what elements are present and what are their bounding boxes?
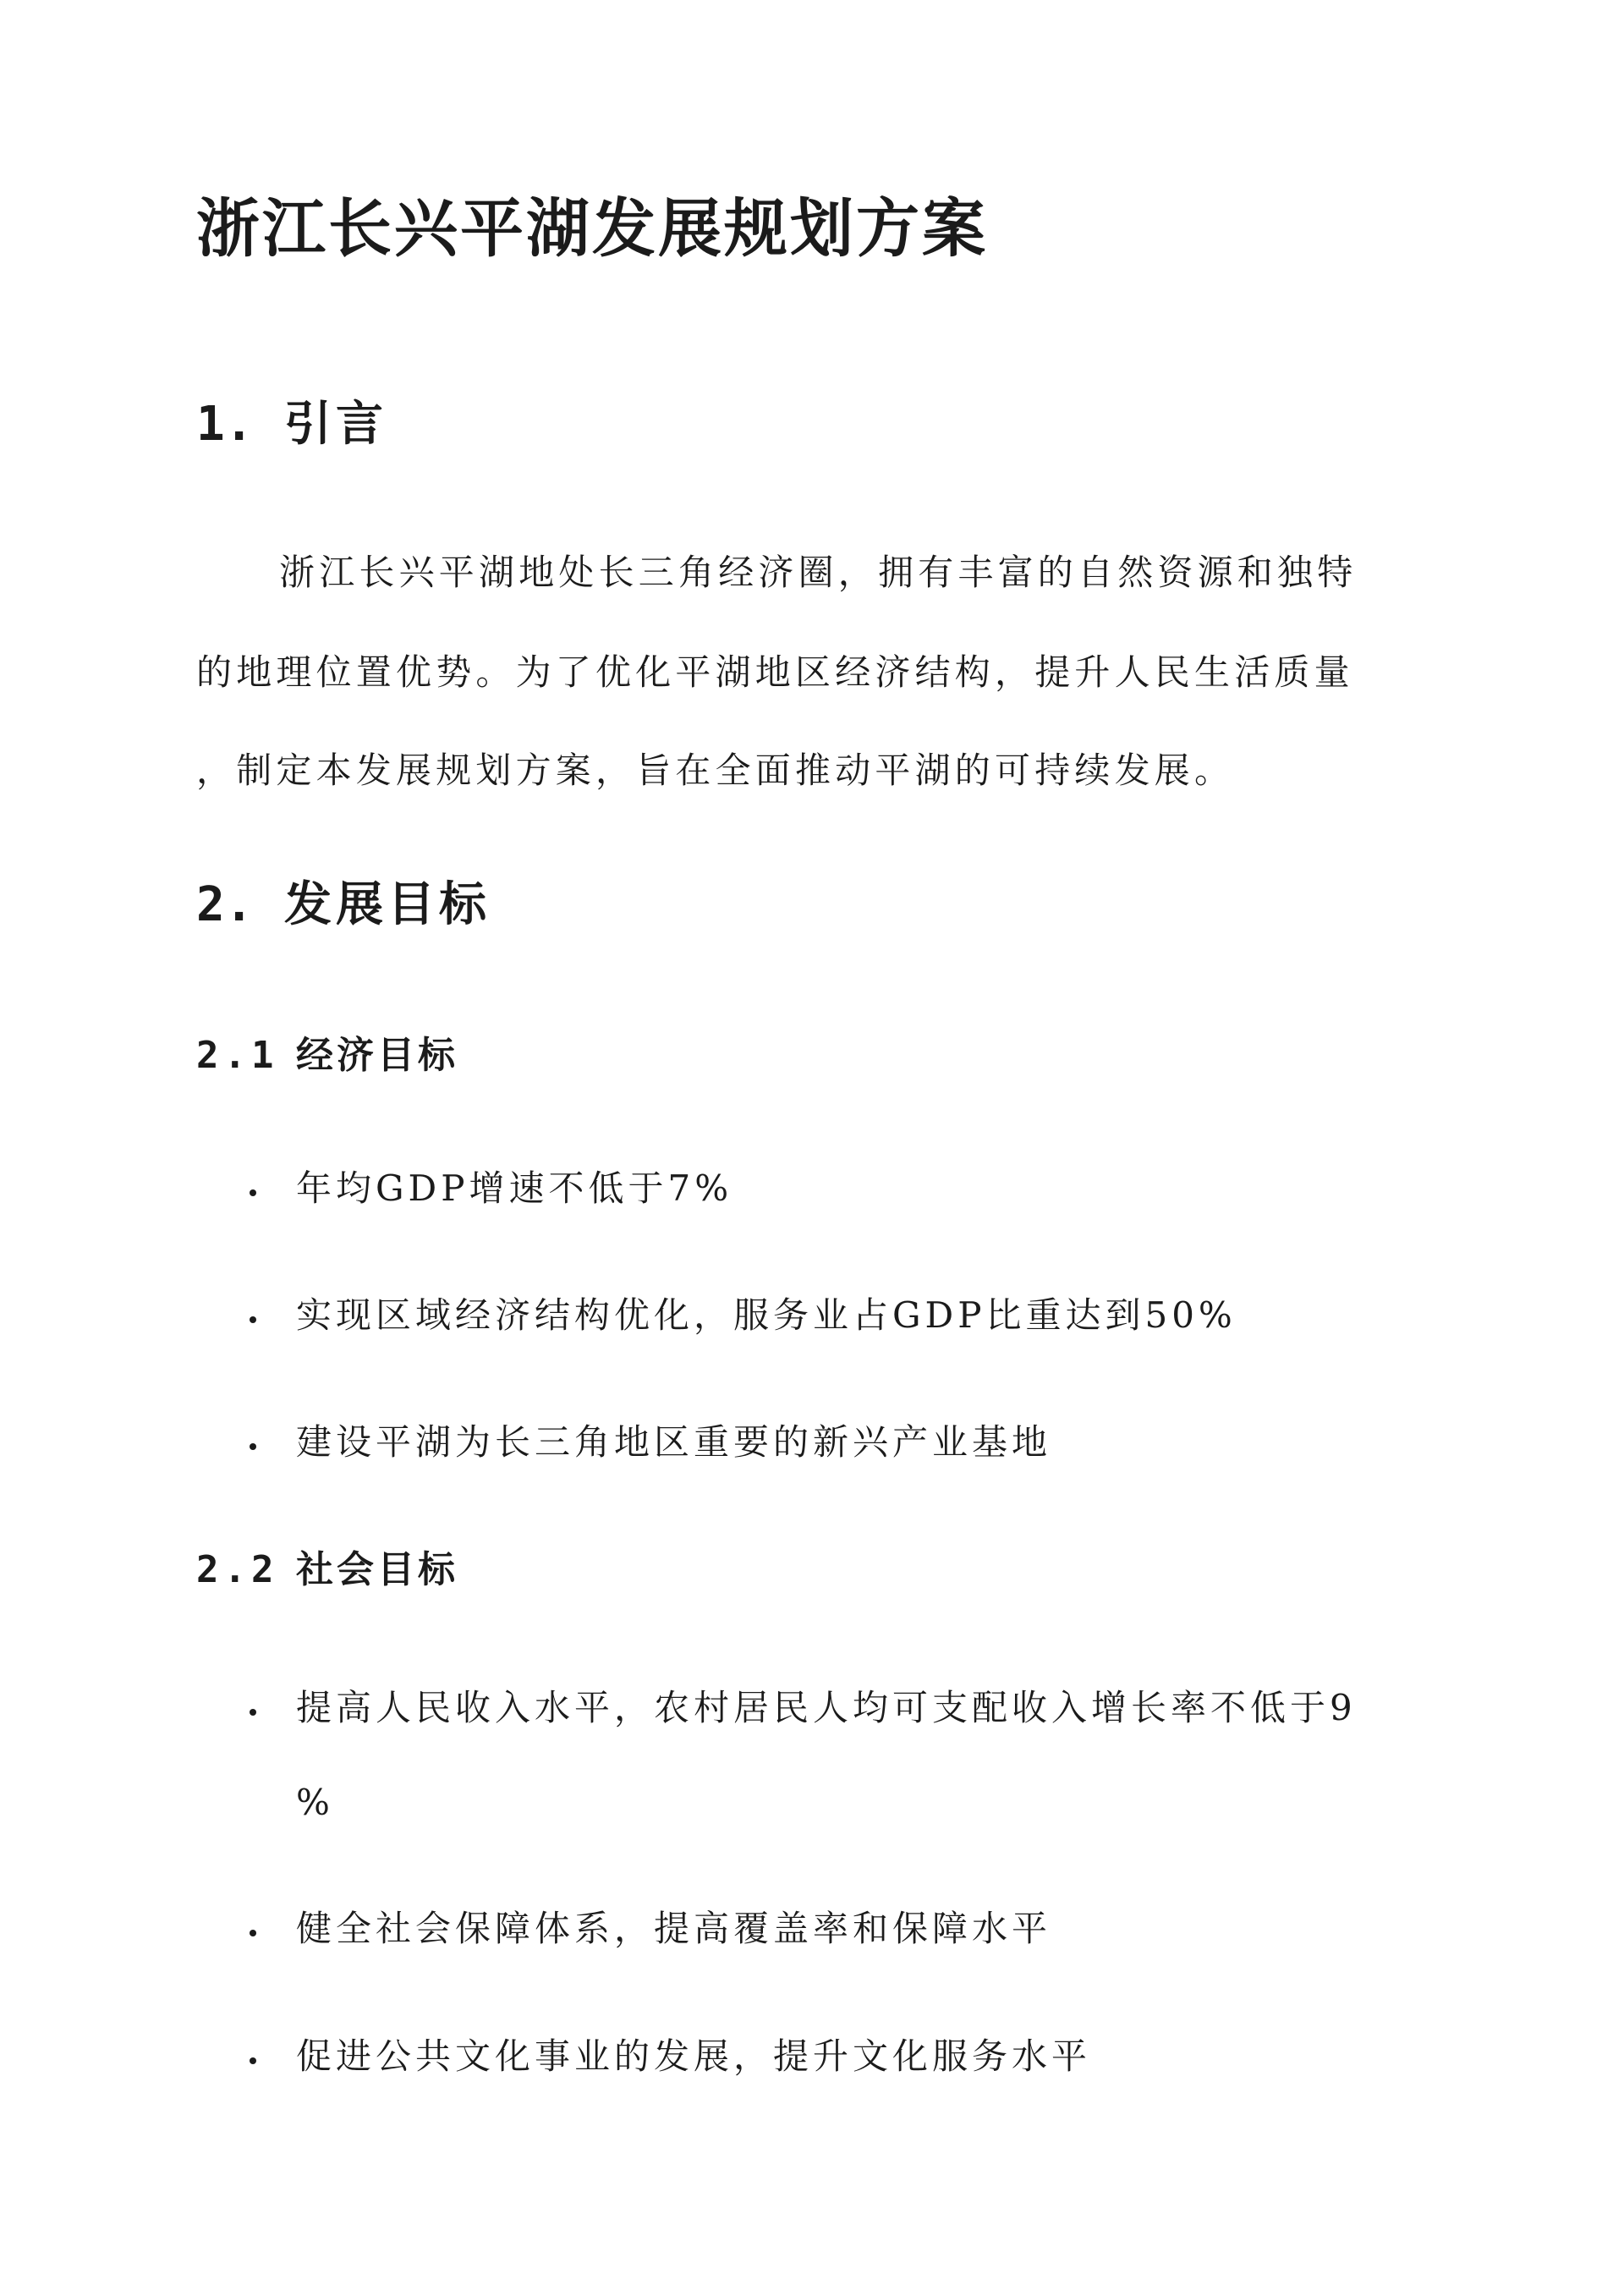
subsection-number: 2.1 (196, 1034, 279, 1077)
list-item-text-continuation: % (296, 1782, 334, 1823)
list-item-text: 建设平湖为长三角地区重要的新兴产业基地 (296, 1421, 1052, 1463)
document-title: 浙江长兴平湖发展规划方案 (196, 191, 989, 266)
list-item-text: 提高人民收入水平，农村居民人均可支配收入增长率不低于9 (296, 1687, 1357, 1728)
intro-paragraph-line: ，制定本发展规划方案，旨在全面推动平湖的可持续发展。 (196, 750, 1235, 791)
section-title: 引言 (284, 396, 387, 452)
subsection-heading-economic (196, 1034, 458, 1079)
list-item-text: 年均GDP增速不低于7% (296, 1167, 733, 1209)
list-item-text: 健全社会保障体系，提高覆盖率和保障水平 (296, 1908, 1052, 1949)
list-item-text: 实现区域经济结构优化，服务业占GDP比重达到50% (296, 1294, 1237, 1336)
bullet-icon (250, 1443, 256, 1450)
section-title: 发展目标 (284, 876, 491, 932)
section-number: 2. (196, 877, 254, 932)
bullet-icon (250, 1709, 256, 1716)
subsection-number: 2.2 (196, 1548, 279, 1591)
intro-paragraph-line: 浙江长兴平湖地处长三角经济圈，拥有丰富的自然资源和独特 (279, 552, 1358, 593)
bullet-icon (250, 1930, 256, 1936)
bullet-icon (250, 1189, 256, 1196)
subsection-title: 社会目标 (296, 1548, 458, 1591)
intro-paragraph-line: 的地理位置优势。为了优化平湖地区经济结构，提升人民生活质量 (196, 651, 1354, 693)
section-number: 1. (196, 397, 254, 452)
list-item-text: 促进公共文化事业的发展，提升文化服务水平 (296, 2035, 1092, 2077)
subsection-title: 经济目标 (296, 1034, 458, 1077)
bullet-icon (250, 2057, 256, 2064)
section-heading-introduction (196, 396, 387, 453)
section-heading-goals (196, 876, 491, 933)
subsection-heading-social (196, 1548, 458, 1593)
bullet-icon (250, 1316, 256, 1323)
